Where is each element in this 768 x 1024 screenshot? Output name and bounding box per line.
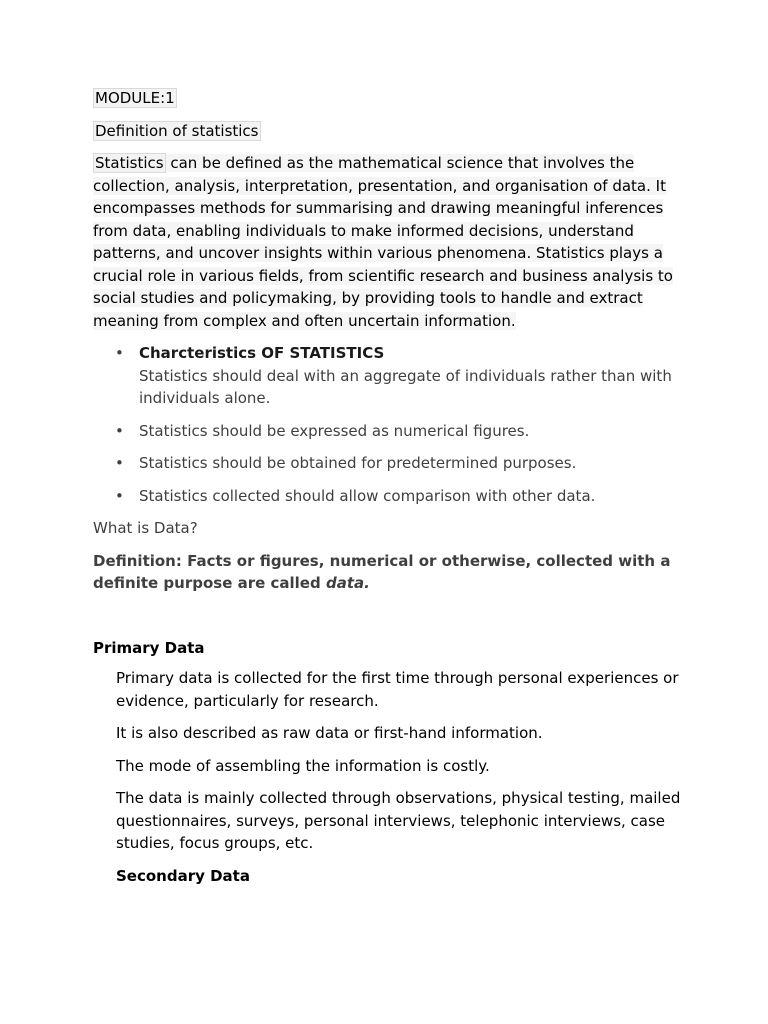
- characteristics-list-item: [93, 485, 683, 508]
- primary-data-paragraph: Primary data is collected for the first time through personal experiences or evidence, particularly for research.: [116, 669, 679, 710]
- characteristic-text: Statistics should deal with an aggregate of individuals rather than with individuals alone.: [139, 366, 672, 407]
- intro-first-word: Statistics: [95, 154, 164, 172]
- what-is-data-heading: What is Data?: [93, 519, 198, 537]
- characteristics-list-item: [93, 420, 683, 443]
- bullet-icon: •: [115, 486, 124, 505]
- bullet-icon: •: [115, 454, 124, 472]
- data-definition-text: Definition: Facts or figures, numerical or otherwise, collected with a definite purpose are called: [93, 551, 671, 592]
- secondary-data-heading: Secondary Data: [116, 866, 250, 885]
- definition-heading-line: [93, 120, 683, 143]
- primary-data-heading: Primary Data: [93, 638, 205, 657]
- characteristic-text: Statistics collected should allow comparison with other data.: [139, 486, 596, 505]
- characteristic-text: Statistics should be obtained for predetermined purposes.: [139, 454, 577, 472]
- document-content: [93, 87, 683, 897]
- primary-data-block: [93, 667, 683, 887]
- characteristics-heading: Charcteristics OF STATISTICS: [139, 344, 385, 362]
- data-definition: [93, 550, 683, 595]
- module-label-line: [93, 87, 683, 110]
- intro-text: can be defined as the mathematical science that involves the collection, analysis, interpretation, presentation, and organisation of data. It encompasses methods for summarising and drawing meaningful inferences from data, enabling individuals to make informed decisions, understand patterns, and uncover insights within various phenomena. Statistics plays a crucial role in various fields, from scientific research and business analysis to social studies and policymaking, by providing tools to handle and extract meaning from complex and often uncertain information.: [93, 154, 673, 330]
- primary-data-paragraph: The data is mainly collected through observations, physical testing, mailed questionnaires, surveys, personal interviews, telephonic interviews, case studies, focus groups, etc.: [116, 789, 681, 852]
- characteristics-list: [93, 342, 683, 507]
- characteristics-list-item: [93, 342, 683, 410]
- characteristics-list-item: [93, 452, 683, 475]
- bullet-icon: •: [115, 421, 124, 440]
- definition-heading: Definition of statistics: [95, 121, 259, 140]
- primary-data-paragraph: The mode of assembling the information is costly.: [116, 756, 490, 775]
- characteristic-text: Statistics should be expressed as numerical figures.: [139, 421, 530, 440]
- bullet-icon: •: [115, 344, 124, 362]
- intro-paragraph: [93, 152, 683, 332]
- primary-data-paragraph: It is also described as raw data or first-hand information.: [116, 724, 543, 742]
- data-definition-emphasis: data.: [325, 574, 370, 592]
- module-label: MODULE:1: [95, 89, 175, 107]
